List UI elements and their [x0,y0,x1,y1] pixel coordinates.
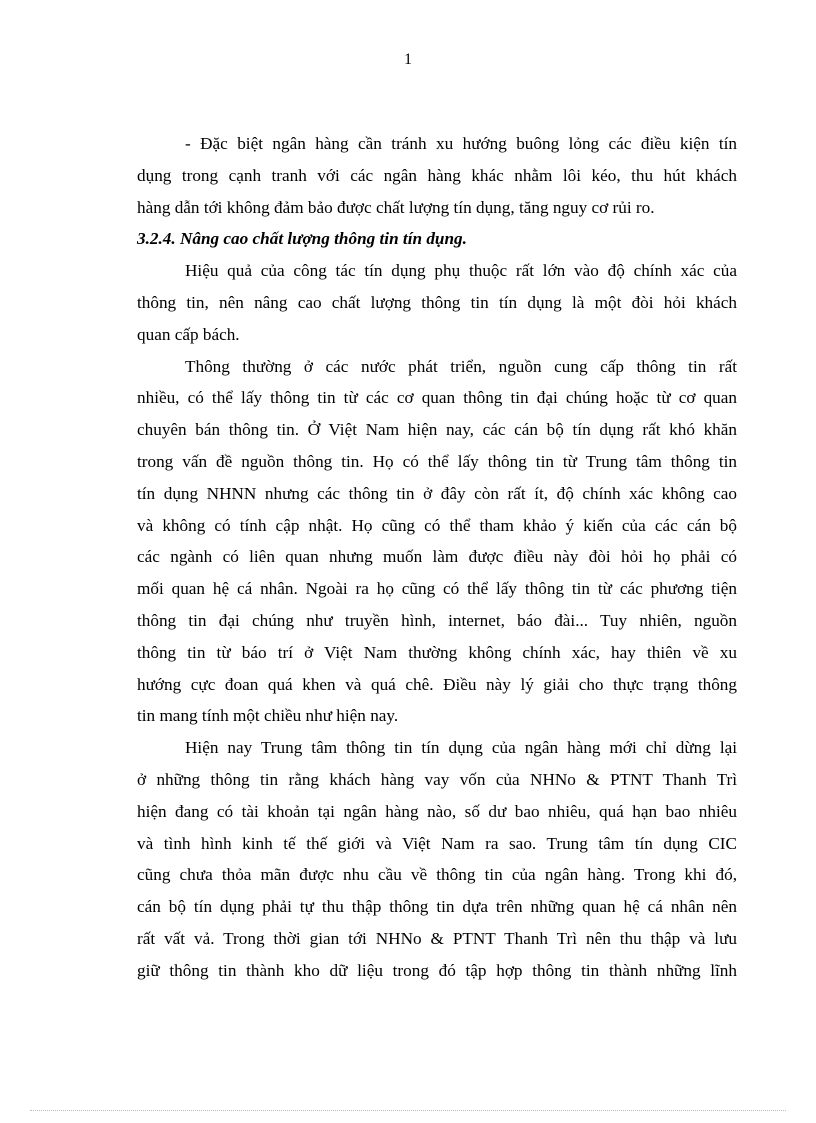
page-number: 1 [404,51,412,68]
text-line: thông tin từ báo trí ở Việt Nam thường không chính xác, hay thiên về xu [137,642,737,662]
text-line: cán bộ tín dụng phải tự thu thập thông tin dựa trên những quan hệ cá nhân nên [137,897,737,917]
text-line: hướng cực đoan quá khen và quá chê. Điều này lý giải cho thực trạng thông [137,674,737,694]
text-line: thông tin đại chúng như truyền hình, internet, báo đài... Tuy nhiên, nguồn [137,610,737,630]
text-line: quan cấp bách. [137,324,240,344]
paragraph [137,351,737,733]
text-line: các ngành có liên quan nhưng muốn làm được điều này đòi hỏi họ phải có [137,547,737,567]
text-line: dụng trong cạnh tranh với các ngân hàng khác nhằm lôi kéo, thu hút khách [137,165,737,185]
text-line: nhiều, có thể lấy thông tin từ các cơ quan thông tin đại chúng hoặc từ cơ quan [137,388,737,408]
page-bottom-rule [30,1110,786,1111]
text-line: thông tin, nên nâng cao chất lượng thông tin tín dụng là một đòi hỏi khách [137,292,737,312]
text-line: chuyên bán thông tin. Ở Việt Nam hiện nay, các cán bộ tín dụng rất khó khăn [137,420,737,440]
text-line: tin mang tính một chiều như hiện nay. [137,706,399,726]
document-body [137,128,737,987]
text-line: trong vấn đề nguồn thông tin. Họ có thể lấy thông tin từ Trung tâm thông tin [137,451,737,471]
paragraph [137,255,737,350]
text-line: Thông thường ở các nước phát triển, nguồn cung cấp thông tin rất [185,356,737,376]
section-heading: 3.2.4. Nâng cao chất lượng thông tin tín dụng. [137,229,467,249]
text-line: hàng dẫn tới không đảm bảo được chất lượng tín dụng, tăng nguy cơ rủi ro. [137,197,655,217]
text-line: giữ thông tin thành kho dữ liệu trong đó tập hợp thông tin thành những lĩnh [137,960,737,980]
text-line: ở những thông tin rằng khách hàng vay vốn của NHNo & PTNT Thanh Trì [137,769,737,789]
paragraph [137,732,737,986]
section-heading-wrapper [137,223,737,255]
text-line: Hiện nay Trung tâm thông tin tín dụng của ngân hàng mới chỉ dừng lại [185,738,737,758]
text-line: - Đặc biệt ngân hàng cần tránh xu hướng buông lỏng các điều kiện tín [185,134,737,153]
text-line: mối quan hệ cá nhân. Ngoài ra họ cũng có thể lấy thông tin từ các phương tiện [137,579,737,599]
text-line: tín dụng NHNN nhưng các thông tin ở đây còn rất ít, độ chính xác không cao [137,483,737,503]
text-line: và tình hình kinh tế thế giới và Việt Nam ra sao. Trung tâm tín dụng CIC [137,833,737,853]
text-line: rất vất vả. Trong thời gian tới NHNo & PTNT Thanh Trì nên thu thập và lưu [137,928,737,948]
paragraph [137,128,737,223]
text-line: cũng chưa thỏa mãn được nhu cầu về thông tin của ngân hàng. Trong khi đó, [137,865,737,885]
text-line: và không có tính cập nhật. Họ cũng có thể tham khảo ý kiến của các cán bộ [137,515,737,535]
text-line: hiện đang có tài khoản tại ngân hàng nào, số dư bao nhiêu, quá hạn bao nhiêu [137,801,737,821]
text-line: Hiệu quả của công tác tín dụng phụ thuộc rất lớn vào độ chính xác của [185,261,737,281]
